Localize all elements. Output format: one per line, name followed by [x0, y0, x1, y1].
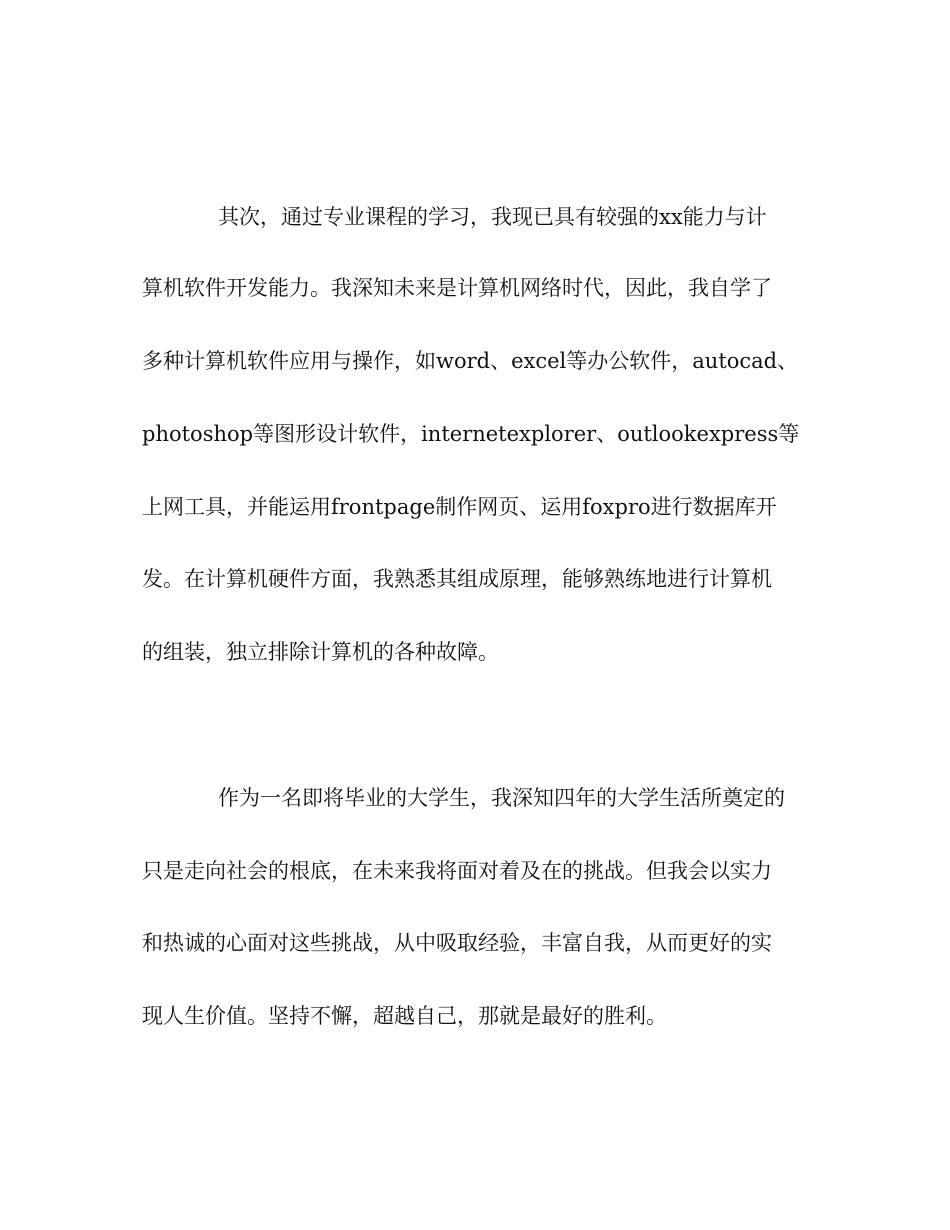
paragraph-line: photoshop等图形设计软件，internetexplorer、outlookexpress等 — [142, 422, 800, 446]
paragraph-line: 上网工具，并能运用frontpage制作网页、运用foxpro进行数据库开 — [142, 495, 777, 519]
paragraph-line: 发。在计算机硬件方面，我熟悉其组成原理，能够熟练地进行计算机 — [142, 567, 772, 591]
paragraph-line: 的组装，独立排除计算机的各种故障。 — [142, 640, 499, 664]
paragraph-line: 只是走向社会的根底，在未来我将面对着及在的挑战。但我会以实力 — [142, 859, 772, 883]
paragraph-line: 和热诚的心面对这些挑战，从中吸取经验，丰富自我，从而更好的实 — [142, 931, 772, 955]
paragraph-line: 算机软件开发能力。我深知未来是计算机网络时代，因此，我自学了 — [142, 276, 772, 300]
paragraph-line: 现人生价值。坚持不懈，超越自己，那就是最好的胜利。 — [142, 1004, 667, 1028]
paragraph-line: 多种计算机软件应用与操作，如word、excel等办公软件，autocad、 — [142, 349, 799, 373]
paragraph-line: 其次，通过专业课程的学习，我现已具有较强的xx能力与计 — [218, 205, 767, 229]
paragraph-line: 作为一名即将毕业的大学生，我深知四年的大学生活所奠定的 — [218, 786, 785, 810]
